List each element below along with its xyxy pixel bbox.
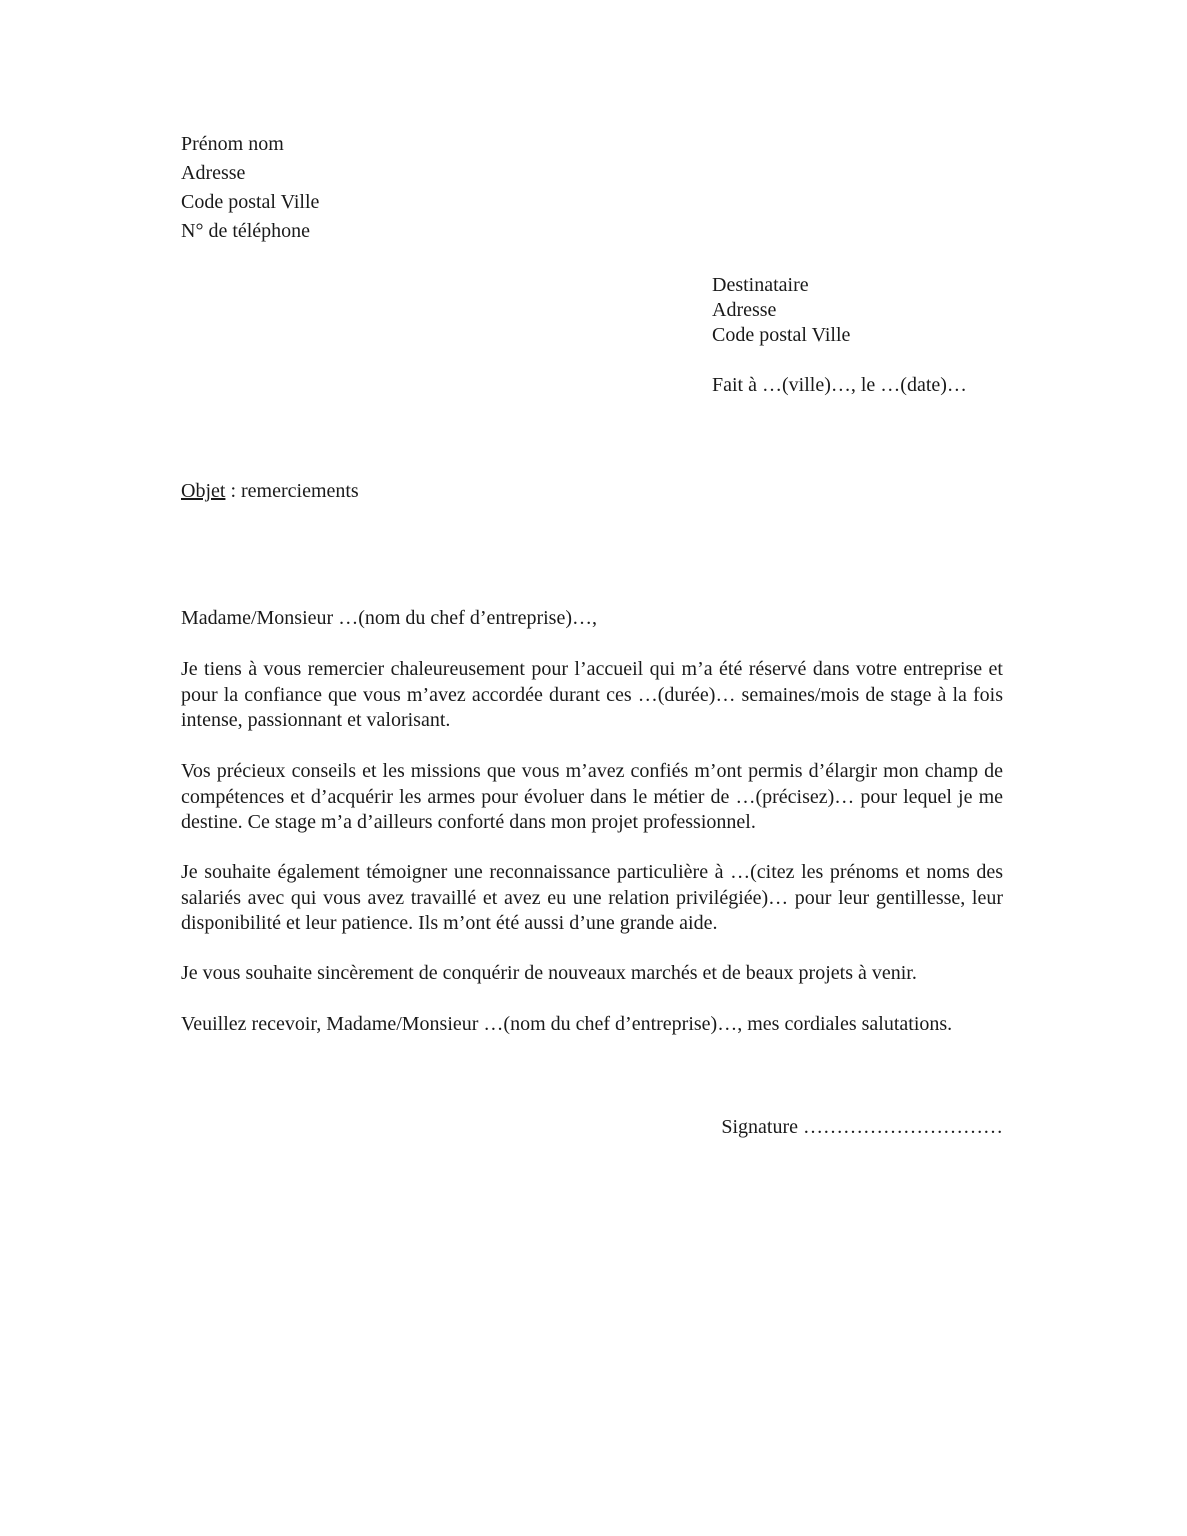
sender-address: Adresse — [181, 162, 246, 184]
recipient-block — [712, 273, 850, 348]
subject-line — [181, 480, 359, 503]
sender-block — [181, 130, 319, 246]
subject-separator: : — [225, 480, 241, 502]
recipient-address: Adresse — [712, 299, 777, 321]
date-line: Fait à …(ville)…, le …(date)… — [712, 374, 967, 396]
paragraph-thanks: Je tiens à vous remercier chaleureusement pour l’accueil qui m’a été réservé dans votre entreprise et pour la confiance que vous m’avez accordée durant ces …(durée)… semaines/mois de stage à la fois intense, passionnant et valorisant. — [181, 658, 1003, 731]
paragraph-closing: Veuillez recevoir, Madame/Monsieur …(nom du chef d’entreprise)…, mes cordiales salutations. — [181, 1013, 953, 1035]
sender-phone: N° de téléphone — [181, 220, 311, 242]
sender-name: Prénom nom — [181, 133, 284, 155]
sender-city: Code postal Ville — [181, 191, 320, 213]
signature-line: Signature ………………………… — [721, 1116, 1003, 1138]
paragraph-colleagues: Je souhaite également témoigner une reconnaissance particulière à …(citez les prénoms et noms des salariés avec qui vous avez travaillé et avez eu une relation privilégiée)… pour leur gentillesse, leur disponibilité et leur patience. Ils m’ont été aussi d’une grande aide. — [181, 861, 1003, 934]
recipient-name: Destinataire — [712, 274, 809, 296]
paragraph-wishes: Je vous souhaite sincèrement de conquérir de nouveaux marchés et de beaux projets à venir. — [181, 962, 917, 984]
recipient-city: Code postal Ville — [712, 324, 851, 346]
salutation: Madame/Monsieur …(nom du chef d’entreprise)…, — [181, 607, 597, 629]
paragraph-skills: Vos précieux conseils et les missions que vous m’avez confiés m’ont permis d’élargir mon champ de compétences et d’acquérir les armes pour évoluer dans le métier de …(précisez)… pour lequel je me destine. Ce stage m’a d’ailleurs conforté dans mon projet professionnel. — [181, 760, 1003, 833]
subject-text: remerciements — [241, 480, 359, 502]
subject-label: Objet — [181, 480, 226, 502]
